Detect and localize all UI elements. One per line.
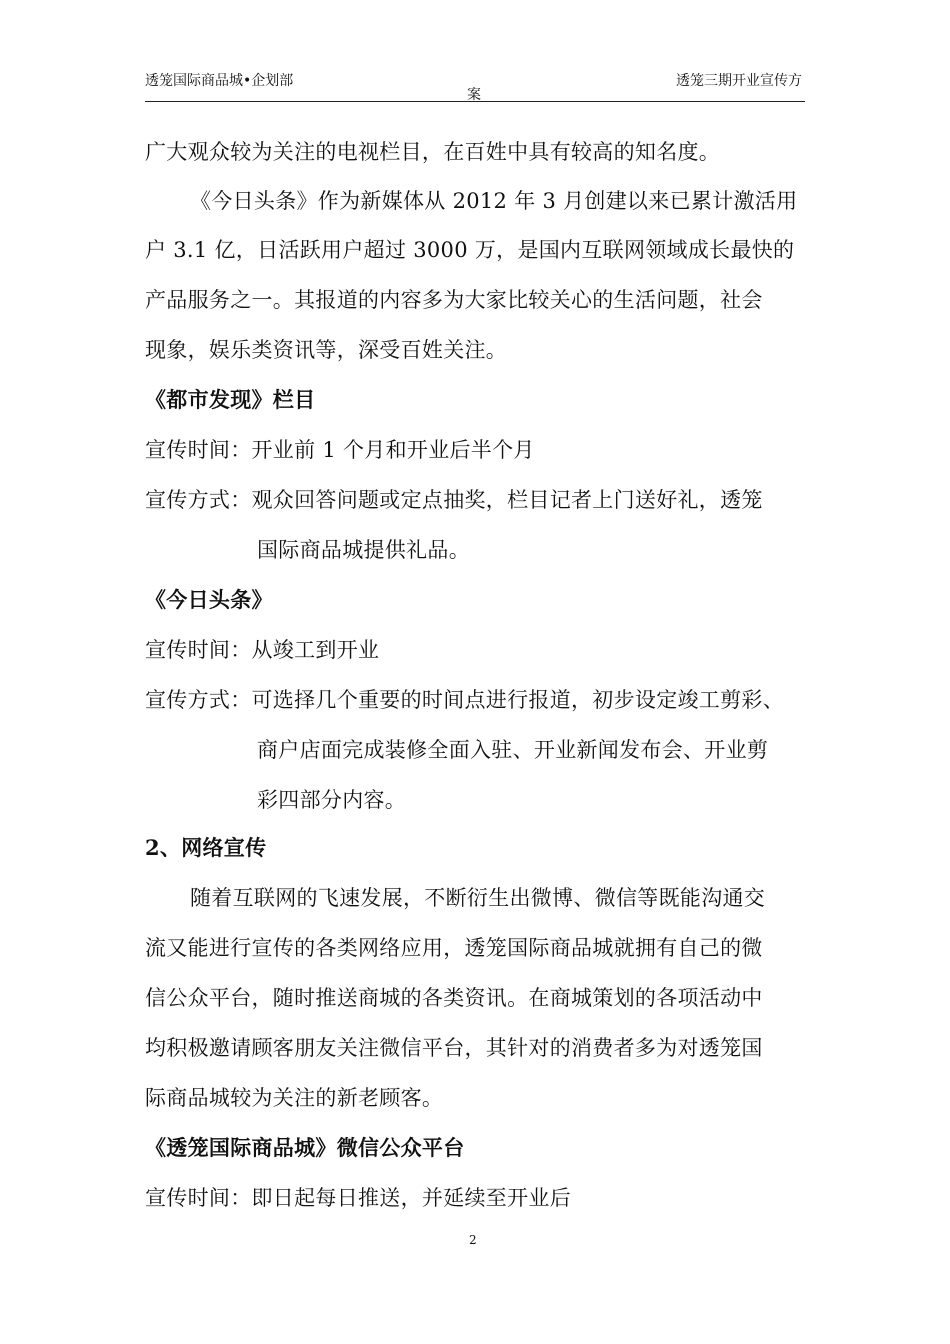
paragraph-line: 宣传时间：从竣工到开业 (145, 638, 380, 662)
paragraph-line: 宣传方式：可选择几个重要的时间点进行报道，初步设定竣工剪彩、 (145, 688, 784, 712)
paragraph-line: 宣传时间：即日起每日推送，并延续至开业后 (145, 1186, 571, 1210)
paragraph-line: 流又能进行宣传的各类网络应用，透笼国际商品城就拥有自己的微 (145, 936, 763, 960)
paragraph-line: 现象，娱乐类资讯等，深受百姓关注。 (145, 338, 508, 362)
section-heading: 《今日头条》 (145, 587, 273, 612)
header-wrap: 案 (467, 87, 481, 103)
paragraph-line: 户 3.1 亿，日活跃用户超过 3000 万，是国内互联网领域成长最快的 (145, 238, 795, 262)
paragraph-line: 宣传方式：观众回答问题或定点抽奖，栏目记者上门送好礼，透笼 (145, 488, 763, 512)
paragraph-line: 宣传时间：开业前 1 个月和开业后半个月 (145, 438, 535, 462)
header-left: 透笼国际商品城•企划部 (145, 73, 294, 89)
paragraph-line: 广大观众较为关注的电视栏目，在百姓中具有较高的知名度。 (145, 140, 721, 164)
section-heading: 《都市发现》栏目 (145, 387, 316, 412)
paragraph-line: 彩四部分内容。 (257, 788, 407, 812)
header-divider (145, 101, 805, 102)
paragraph-line: 信公众平台，随时推送商城的各类资讯。在商城策划的各项活动中 (145, 986, 763, 1010)
header-right: 透笼三期开业宣传方 (676, 73, 802, 89)
paragraph-line: 《今日头条》作为新媒体从 2012 年 3 月创建以来已累计激活用 (190, 189, 798, 213)
paragraph-line: 随着互联网的飞速发展，不断衍生出微博、微信等既能沟通交 (190, 886, 766, 910)
section-heading: 《透笼国际商品城》微信公众平台 (145, 1135, 465, 1160)
paragraph-line: 均积极邀请顾客朋友关注微信平台，其针对的消费者多为对透笼国 (145, 1036, 763, 1060)
paragraph-line: 国际商品城提供礼品。 (257, 538, 470, 562)
page-number: 2 (469, 1233, 477, 1247)
paragraph-line: 际商品城较为关注的新老顾客。 (145, 1086, 444, 1110)
paragraph-line: 商户店面完成装修全面入驻、开业新闻发布会、开业剪 (257, 738, 769, 762)
section-heading: 2、网络宣传 (145, 835, 267, 860)
paragraph-line: 产品服务之一。其报道的内容多为大家比较关心的生活问题，社会 (145, 288, 763, 312)
